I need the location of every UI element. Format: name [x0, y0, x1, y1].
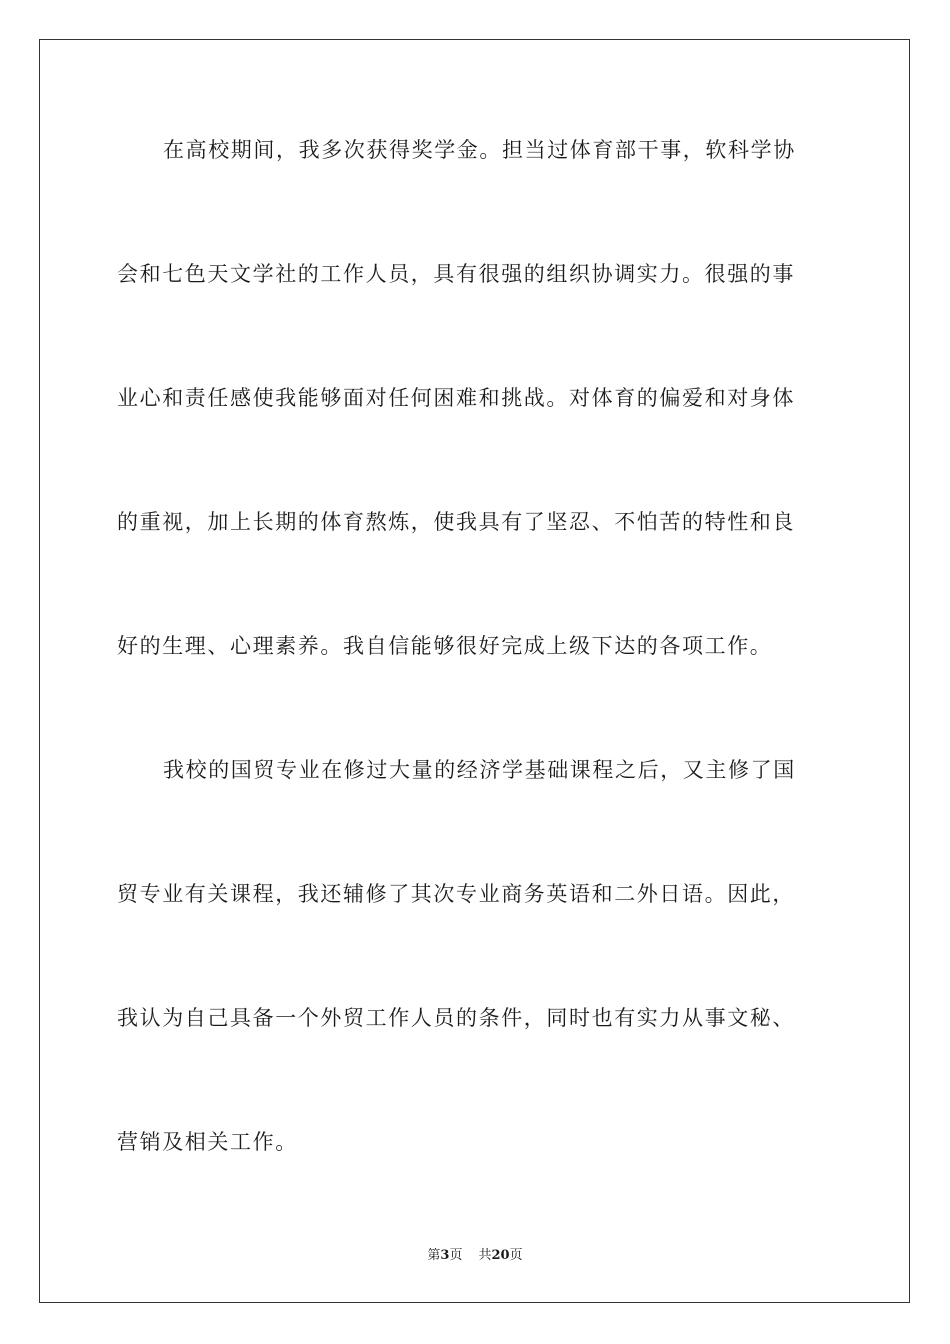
text-line: 业心和责任感使我能够面对任何困难和挑战。对体育的偏爱和对身体	[117, 386, 795, 410]
text-line: 会和七色天文学社的工作人员，具有很强的组织协调实力。很强的事	[117, 262, 795, 286]
text-line: 营销及相关工作。	[117, 1130, 298, 1154]
text-line: 好的生理、心理素养。我自信能够很好完成上级下达的各项工作。	[117, 634, 773, 658]
page-suffix: 页	[449, 1248, 463, 1263]
page-prefix: 第	[427, 1248, 441, 1263]
page-border	[39, 39, 910, 1303]
total-pages: 20	[491, 1248, 510, 1263]
page-footer	[0, 1247, 950, 1265]
text-line: 贸专业有关课程，我还辅修了其次专业商务英语和二外日语。因此，	[117, 882, 795, 906]
text-line: 我认为自己具备一个外贸工作人员的条件，同时也有实力从事文秘、	[117, 1006, 795, 1030]
text-line: 在高校期间，我多次获得奖学金。担当过体育部干事，软科学协	[163, 138, 796, 162]
text-line: 我校的国贸专业在修过大量的经济学基础课程之后，又主修了国	[163, 758, 796, 782]
text-line: 的重视，加上长期的体育熬炼，使我具有了坚忍、不怕苦的特性和良	[117, 510, 795, 534]
total-suffix: 页	[509, 1248, 523, 1263]
page-number: 3	[440, 1248, 450, 1263]
total-prefix: 共	[478, 1248, 492, 1263]
